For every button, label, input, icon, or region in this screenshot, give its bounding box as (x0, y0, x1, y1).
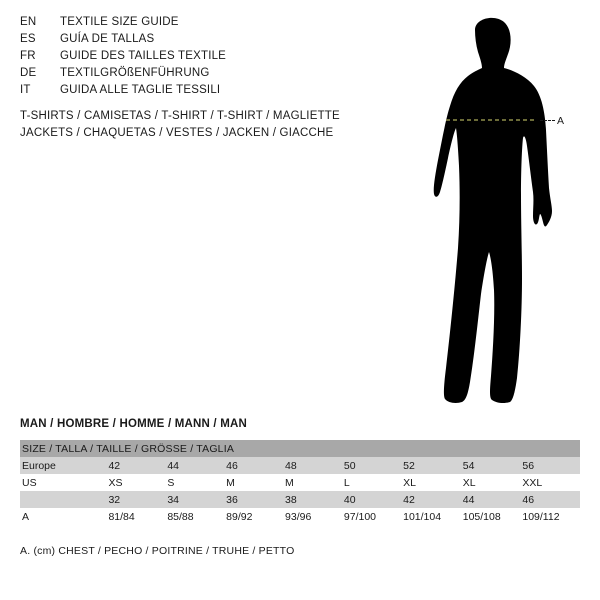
cell: M (226, 476, 235, 489)
cell: XL (462, 476, 476, 489)
language-code: FR (20, 50, 36, 62)
table-header-label: SIZE / TALLA / TAILLE / GRÖSSE / TAGLIA (22, 442, 235, 455)
cell: 101/104 (403, 510, 442, 523)
cell: 44 (462, 493, 475, 506)
row-label: A (22, 510, 30, 523)
model-silhouette (400, 10, 590, 410)
cell: 85/88 (167, 510, 194, 523)
table-row (20, 508, 580, 525)
cell: 89/92 (226, 510, 253, 523)
language-row (20, 33, 360, 50)
cell: L (343, 476, 350, 489)
language-row (20, 50, 360, 67)
measurement-footnote: A. (cm) CHEST / PECHO / POITRINE / TRUHE / PETTO (20, 545, 295, 557)
language-code: DE (20, 67, 37, 79)
cell: 105/108 (462, 510, 501, 523)
cell: 44 (167, 459, 179, 472)
garment-line-tshirts: T-SHIRTS / CAMISETAS / T-SHIRT / T-SHIRT / MAGLIETTE (20, 110, 340, 122)
language-text: GUIDA ALLE TAGLIE TESSILI (60, 84, 221, 96)
language-text: TEXTILE SIZE GUIDE (60, 16, 179, 28)
cell: M (285, 476, 294, 489)
cell: 56 (522, 459, 535, 472)
language-text: GUÍA DE TALLAS (60, 33, 155, 45)
cell: 52 (403, 459, 415, 472)
cell: 54 (462, 459, 475, 472)
language-list (20, 16, 360, 101)
cell: 109/112 (522, 510, 560, 523)
cell: 48 (285, 459, 297, 472)
cell: 32 (108, 493, 121, 506)
size-table (20, 440, 580, 525)
cell: 81/84 (108, 510, 135, 523)
cell: XXL (522, 476, 543, 489)
cell: 34 (167, 493, 179, 506)
language-text: GUIDE DES TAILLES TEXTILE (60, 50, 227, 62)
language-code: IT (20, 84, 31, 96)
language-code: EN (20, 16, 37, 28)
cell: 42 (108, 459, 121, 472)
chest-marker-label: A (557, 115, 565, 127)
cell: 97/100 (343, 510, 377, 523)
language-row (20, 84, 360, 101)
cell: 42 (403, 493, 415, 506)
language-code: ES (20, 33, 36, 45)
table-row (20, 457, 580, 474)
cell: 46 (226, 459, 238, 472)
garment-line-jackets: JACKETS / CHAQUETAS / VESTES / JACKEN / GIACCHE (20, 127, 334, 139)
cell: 38 (285, 493, 297, 506)
marker-leader-line (540, 120, 555, 121)
row-label: Europe (22, 459, 56, 472)
language-text: TEXTILGRÖßENFÜHRUNG (60, 67, 210, 79)
cell: XS (108, 476, 123, 489)
cell: S (167, 476, 175, 489)
language-row (20, 16, 360, 33)
cell: 36 (226, 493, 238, 506)
cell: 40 (343, 493, 356, 506)
silhouette-svg (400, 10, 590, 410)
row-label (20, 491, 106, 508)
cell: 46 (522, 493, 535, 506)
cell: 93/96 (285, 510, 312, 523)
table-row (20, 474, 580, 491)
cell: 50 (343, 459, 356, 472)
table-row (20, 491, 580, 508)
table-header-row (20, 440, 580, 457)
cell: XL (403, 476, 416, 489)
garment-type-list (20, 110, 400, 144)
table-title: MAN / HOMBRE / HOMME / MANN / MAN (20, 418, 248, 430)
language-row (20, 67, 360, 84)
row-label: US (22, 476, 37, 489)
